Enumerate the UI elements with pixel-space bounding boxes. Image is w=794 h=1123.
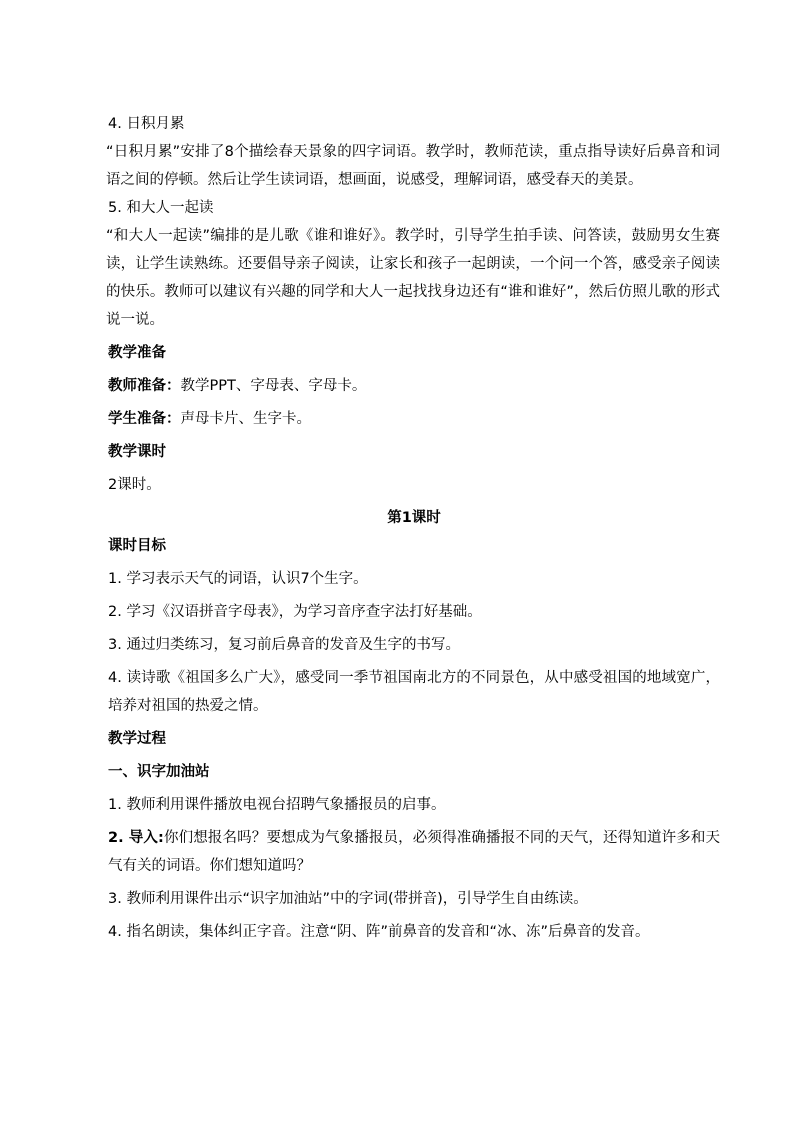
document-page (108, 110, 720, 946)
goals-heading: 课时目标 (108, 538, 166, 554)
section-4-title: 4. 日积月累 (108, 116, 185, 132)
step-4: 4. 指名朗读，集体纠正字音。注意“阴、阵”前鼻音的发音和“冰、冻”后鼻音的发音。 (108, 924, 650, 940)
goal-2: 2. 学习《汉语拼音字母表》，为学习音序查字法打好基础。 (108, 604, 482, 620)
step-1: 1. 教师利用课件播放电视台招聘气象播报员的启事。 (108, 797, 446, 813)
section-4-body: “日积月累”安排了8个描绘春天景象的四字词语。教学时，教师范读，重点指导读好后鼻音和词语之间的停顿。然后让学生读词语，想画面，说感受，理解词语，感受春天的美景。 (106, 144, 720, 188)
teacher-prep-text: 教学PPT、字母表、字母卡。 (180, 378, 367, 394)
part-1-heading: 一、识字加油站 (108, 764, 210, 780)
student-prep-text: 声母卡片、生字卡。 (180, 411, 311, 427)
step-2 (108, 824, 720, 880)
process-heading: 教学过程 (108, 731, 166, 747)
student-prep (108, 405, 720, 433)
goal-4: 4. 读诗歌《祖国多么广大》，感受同一季节祖国南北方的不同景色，从中感受祖国的地域宽广，培养对祖国的热爱之情。 (108, 670, 720, 714)
step-2-label: 2. 导入: (108, 830, 164, 846)
teacher-prep (108, 372, 720, 400)
goal-1: 1. 学习表示天气的词语，认识7个生字。 (108, 571, 368, 587)
section-5-title: 5. 和大人一起读 (108, 200, 214, 216)
hours-text: 2课时。 (108, 477, 161, 493)
goal-3: 3. 通过归类练习，复习前后鼻音的发音及生字的书写。 (108, 637, 460, 653)
section-5-body: “和大人一起读”编排的是儿歌《谁和谁好》。教学时，引导学生拍手读、问答读，鼓励男女生赛读，让学生读熟练。还要倡导亲子阅读，让家长和孩子一起朗读，一个问一个答，感受亲子阅读的快乐。教师可以建议有兴趣的同学和大人一起找找身边还有“谁和谁好”，然后仿照儿歌的形式说一说。 (106, 228, 720, 328)
student-prep-label: 学生准备： (108, 411, 181, 427)
step-2-text: 你们想报名吗？要想成为气象播报员，必须得准确播报不同的天气，还得知道许多和天气有关的词语。你们想知道吗？ (108, 830, 720, 874)
prep-heading: 教学准备 (108, 345, 166, 361)
step-3: 3. 教师利用课件出示“识字加油站”中的字词(带拼音)，引导学生自由练读。 (108, 891, 588, 907)
lesson-1-heading: 第1课时 (387, 510, 441, 526)
hours-heading: 教学课时 (108, 444, 166, 460)
teacher-prep-label: 教师准备： (108, 378, 181, 394)
